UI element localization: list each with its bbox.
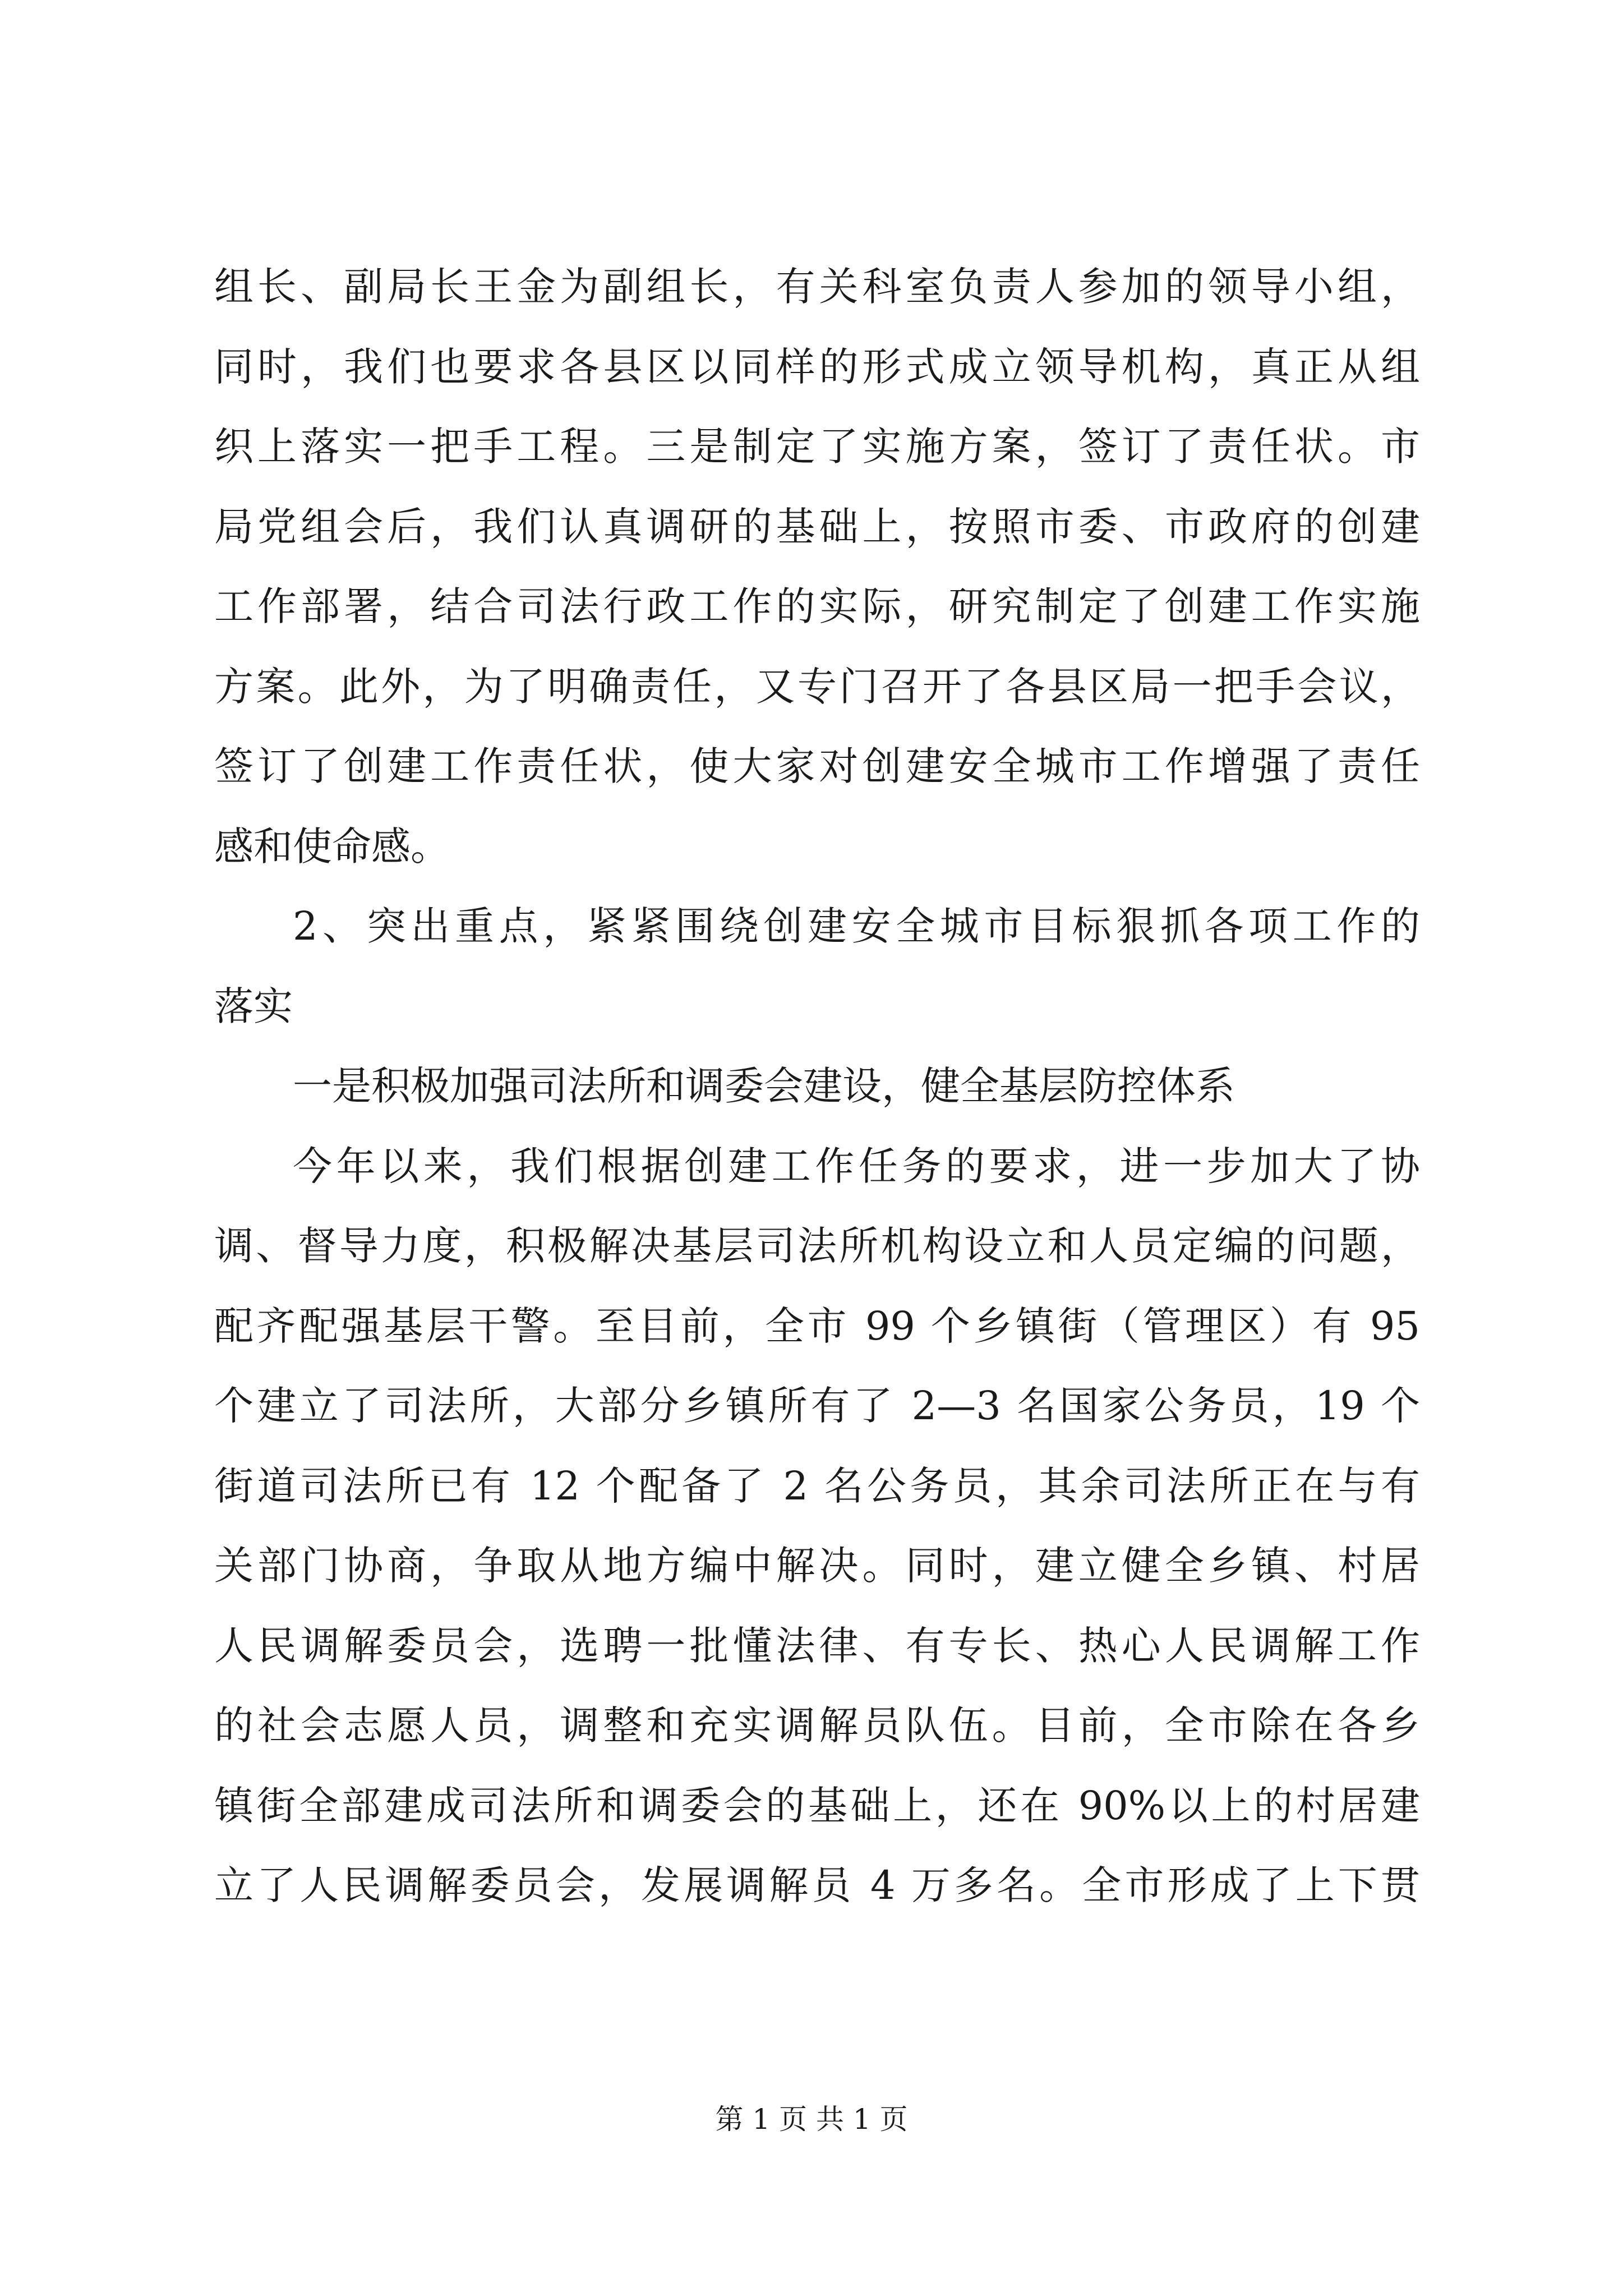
text-line: 个建立了司法所，大部分乡镇所有了 2—3 名国家公务员，19 个 bbox=[214, 1383, 1420, 1429]
text-line: 一是积极加强司法所和调委会建设，健全基层防控体系 bbox=[293, 1063, 1235, 1109]
text-line: 人民调解委员会，选聘一批懂法律、有专长、热心人民调解工作 bbox=[214, 1622, 1420, 1669]
text-line: 织上落实一把手工程。三是制定了实施方案，签订了责任状。市 bbox=[214, 424, 1420, 470]
text-line: 感和使命感。 bbox=[214, 823, 450, 869]
text-line: 的社会志愿人员，调整和充实调解员队伍。目前，全市除在各乡 bbox=[214, 1703, 1420, 1749]
section-heading-2 bbox=[214, 886, 1420, 1046]
text-line: 调、督导力度，积极解决基层司法所机构设立和人员定编的问题， bbox=[214, 1223, 1420, 1269]
document-body bbox=[214, 247, 1420, 1926]
text-line: 关部门协商，争取从地方编中解决。同时，建立健全乡镇、村居 bbox=[214, 1543, 1420, 1589]
text-line: 配齐配强基层干警。至目前，全市 99 个乡镇街（管理区）有 95 bbox=[214, 1303, 1420, 1349]
text-line: 立了人民调解委员会，发展调解员 4 万多名。全市形成了上下贯 bbox=[214, 1862, 1420, 1908]
text-line: 组长、副局长王金为副组长，有关科室负责人参加的领导小组， bbox=[214, 264, 1420, 310]
text-line: 签订了创建工作责任状，使大家对创建安全城市工作增强了责任 bbox=[214, 743, 1420, 789]
paragraph-judicial-offices bbox=[214, 1126, 1420, 1926]
text-line: 落实 bbox=[214, 983, 293, 1029]
text-line: 2、突出重点，紧紧围绕创建安全城市目标狠抓各项工作的 bbox=[293, 903, 1420, 949]
paragraph-leadership bbox=[214, 247, 1420, 886]
text-line: 方案。此外，为了明确责任，又专门召开了各县区局一把手会议， bbox=[214, 663, 1420, 710]
page-number-footer: 第 1 页 共 1 页 bbox=[715, 2103, 908, 2136]
text-line: 局党组会后，我们认真调研的基础上，按照市委、市政府的创建 bbox=[214, 503, 1420, 550]
text-line: 同时，我们也要求各县区以同样的形式成立领导机构，真正从组 bbox=[214, 343, 1420, 390]
subheading-grassroots bbox=[214, 1046, 1420, 1126]
text-line: 镇街全部建成司法所和调委会的基础上，还在 90%以上的村居建 bbox=[214, 1782, 1420, 1829]
text-line: 今年以来，我们根据创建工作任务的要求，进一步加大了协 bbox=[293, 1143, 1420, 1189]
text-line: 街道司法所已有 12 个配备了 2 名公务员，其余司法所正在与有 bbox=[214, 1462, 1420, 1509]
text-line: 工作部署，结合司法行政工作的实际，研究制定了创建工作实施 bbox=[214, 583, 1420, 629]
